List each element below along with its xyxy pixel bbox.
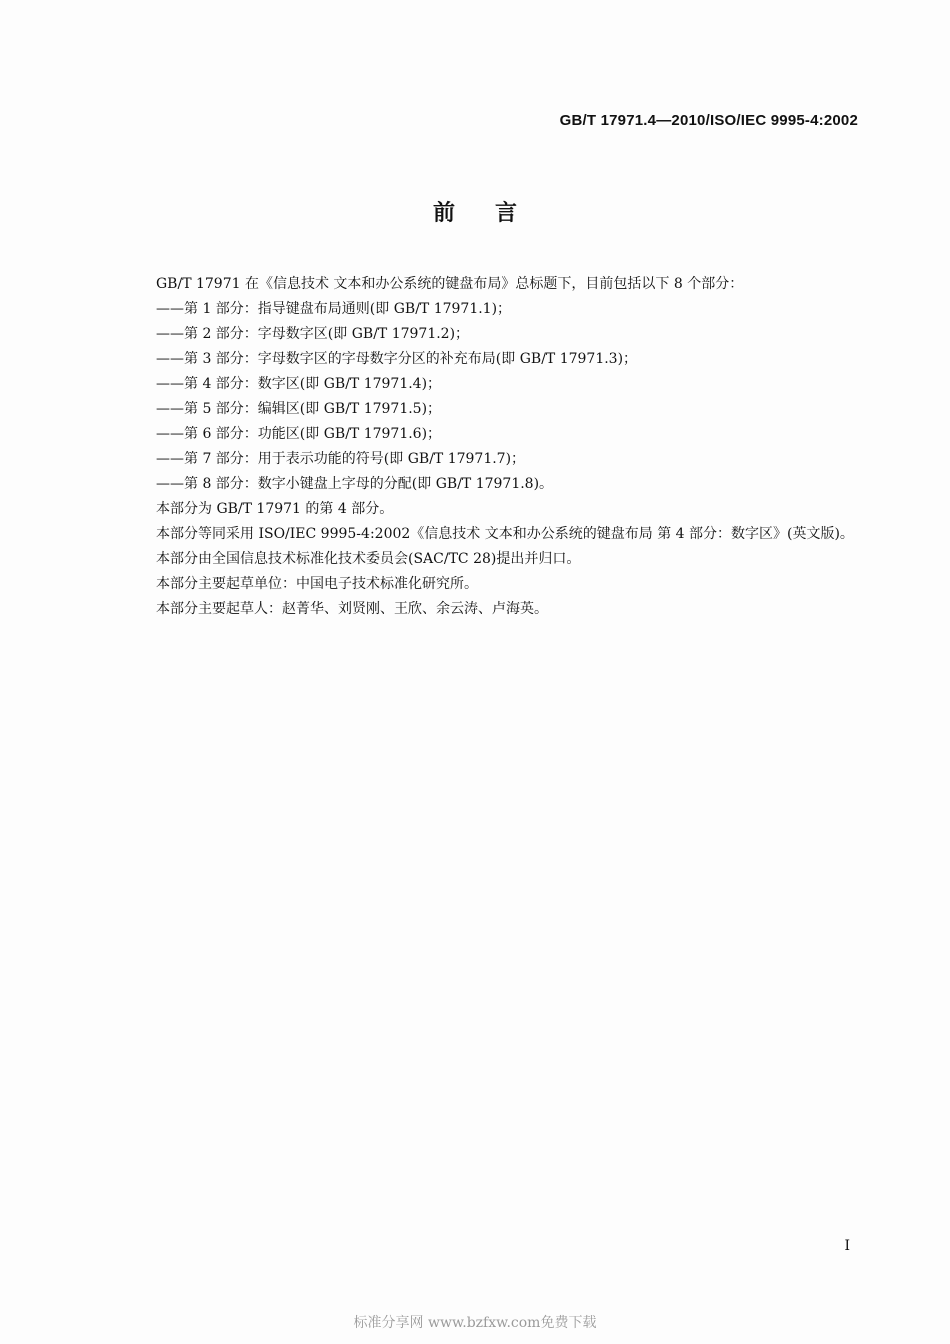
body-paragraph: 本部分主要起草人：赵菁华、刘贤刚、王欣、余云涛、卢海英。	[156, 601, 548, 617]
part-list-item: ——第 7 部分：用于表示功能的符号(即 GB/T 17971.7)；	[156, 451, 526, 467]
part-list-item: ——第 2 部分：字母数字区(即 GB/T 17971.2)；	[156, 326, 470, 342]
part-list-item: ——第 6 部分：功能区(即 GB/T 17971.6)；	[156, 426, 442, 442]
body-paragraph: 本部分为 GB/T 17971 的第 4 部分。	[156, 501, 394, 517]
part-list-item: ——第 1 部分：指导键盘布局通则(即 GB/T 17971.1)；	[156, 301, 512, 317]
watermark-text: 标准分享网 www.bzfxw.com免费下载	[353, 1315, 597, 1331]
intro-paragraph: GB/T 17971 在《信息技术 文本和办公系统的键盘布局》总标题下，目前包括以下 8 个部分：	[156, 276, 744, 292]
foreword-body	[128, 272, 868, 622]
part-list-item: ——第 5 部分：编辑区(即 GB/T 17971.5)；	[156, 401, 442, 417]
part-list-item: ——第 4 部分：数字区(即 GB/T 17971.4)；	[156, 376, 442, 392]
page-title: 前言	[432, 201, 557, 226]
page-number: I	[844, 1238, 850, 1254]
standard-code-header: GB/T 17971.4—2010/ISO/IEC 9995-4:2002	[559, 112, 858, 129]
part-list-item: ——第 3 部分：字母数字区的字母数字分区的补充布局(即 GB/T 17971.3)；	[156, 351, 638, 367]
part-list-item: ——第 8 部分：数字小键盘上字母的分配(即 GB/T 17971.8)。	[156, 476, 554, 492]
body-paragraph: 本部分等同采用 ISO/IEC 9995-4:2002《信息技术 文本和办公系统的键盘布局 第 4 部分：数字区》(英文版)。	[156, 526, 854, 542]
body-paragraph: 本部分由全国信息技术标准化技术委员会(SAC/TC 28)提出并归口。	[156, 551, 581, 567]
body-paragraph: 本部分主要起草单位：中国电子技术标准化研究所。	[156, 576, 478, 592]
